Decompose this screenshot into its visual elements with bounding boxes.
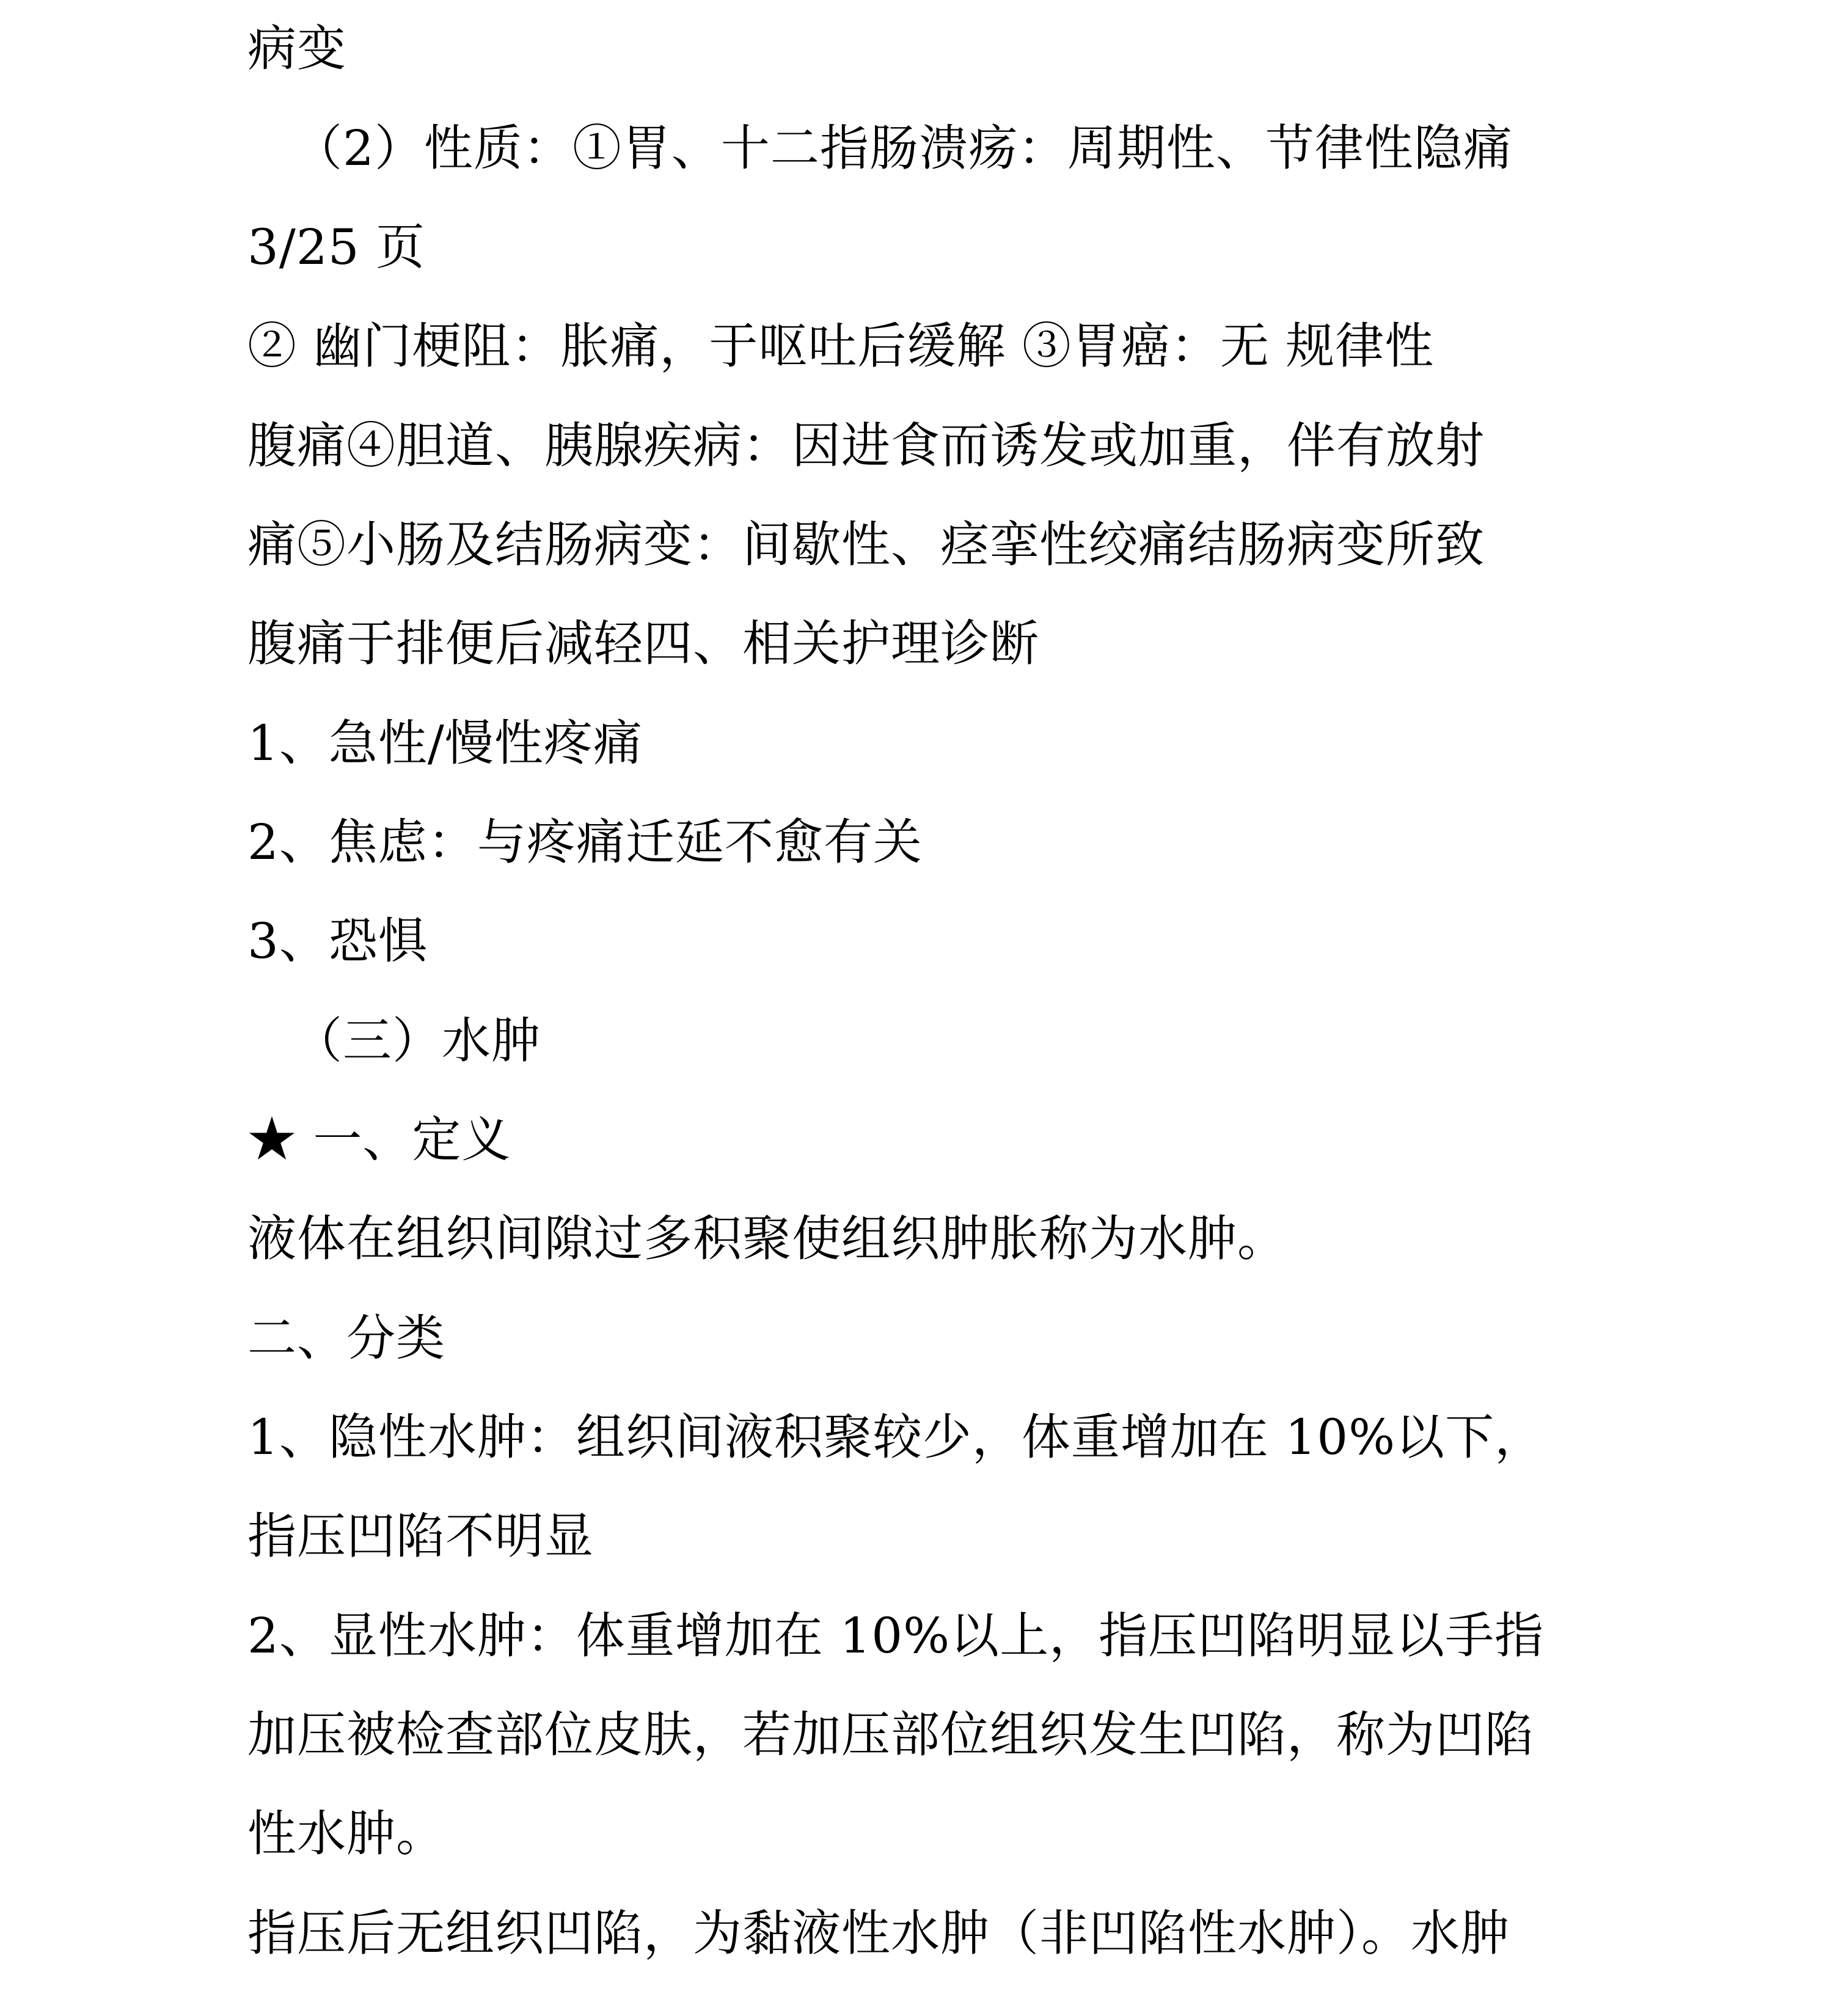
text-line-19: 性水肿。	[247, 1805, 445, 1862]
text-line-1: 病变	[247, 20, 346, 77]
text-line-18: 加压被检查部位皮肤，若加压部位组织发生凹陷，称为凹陷	[247, 1706, 1534, 1763]
list-item-1: 1、急性/慢性疼痛	[247, 715, 643, 772]
text-line-17: 2、显性水肿：体重增加在 10%以上，指压凹陷明显以手指	[247, 1607, 1545, 1664]
text-line-2: （2）性质：①胃、十二指肠溃疡：周期性、节律性隐痛	[293, 120, 1513, 177]
definition-heading: ★ 一、定义	[247, 1111, 511, 1168]
page-number: 3/25 页	[247, 219, 426, 276]
text-line-15: 1、隐性水肿：组织间液积聚较少，体重增加在 10%以下，	[247, 1409, 1545, 1466]
list-item-3: 3、恐惧	[247, 913, 428, 970]
definition-text: 液体在组织间隙过多积聚使组织肿胀称为水肿。	[247, 1210, 1287, 1267]
text-line-4: ② 幽门梗阻：胀痛，于呕吐后缓解 ③胃癌：无 规律性	[247, 318, 1435, 374]
text-line-16: 指压凹陷不明显	[247, 1508, 594, 1565]
classification-heading: 二、分类	[247, 1310, 445, 1367]
list-item-2: 2、焦虑：与疼痛迁延不愈有关	[247, 814, 923, 871]
text-line-20: 指压后无组织凹陷，为黏液性水肿（非凹陷性水肿）。水肿	[247, 1905, 1510, 1962]
text-line-5: 腹痛④胆道、胰腺疾病：因进食而诱发或加重，伴有放射	[247, 417, 1485, 474]
text-line-6: 痛⑤小肠及结肠病变：间歇性、痉挛性绞痛结肠病变所致	[247, 516, 1485, 573]
section-heading: （三）水肿	[293, 1012, 541, 1069]
text-line-7: 腹痛于排便后减轻四、相关护理诊断	[247, 615, 1039, 672]
